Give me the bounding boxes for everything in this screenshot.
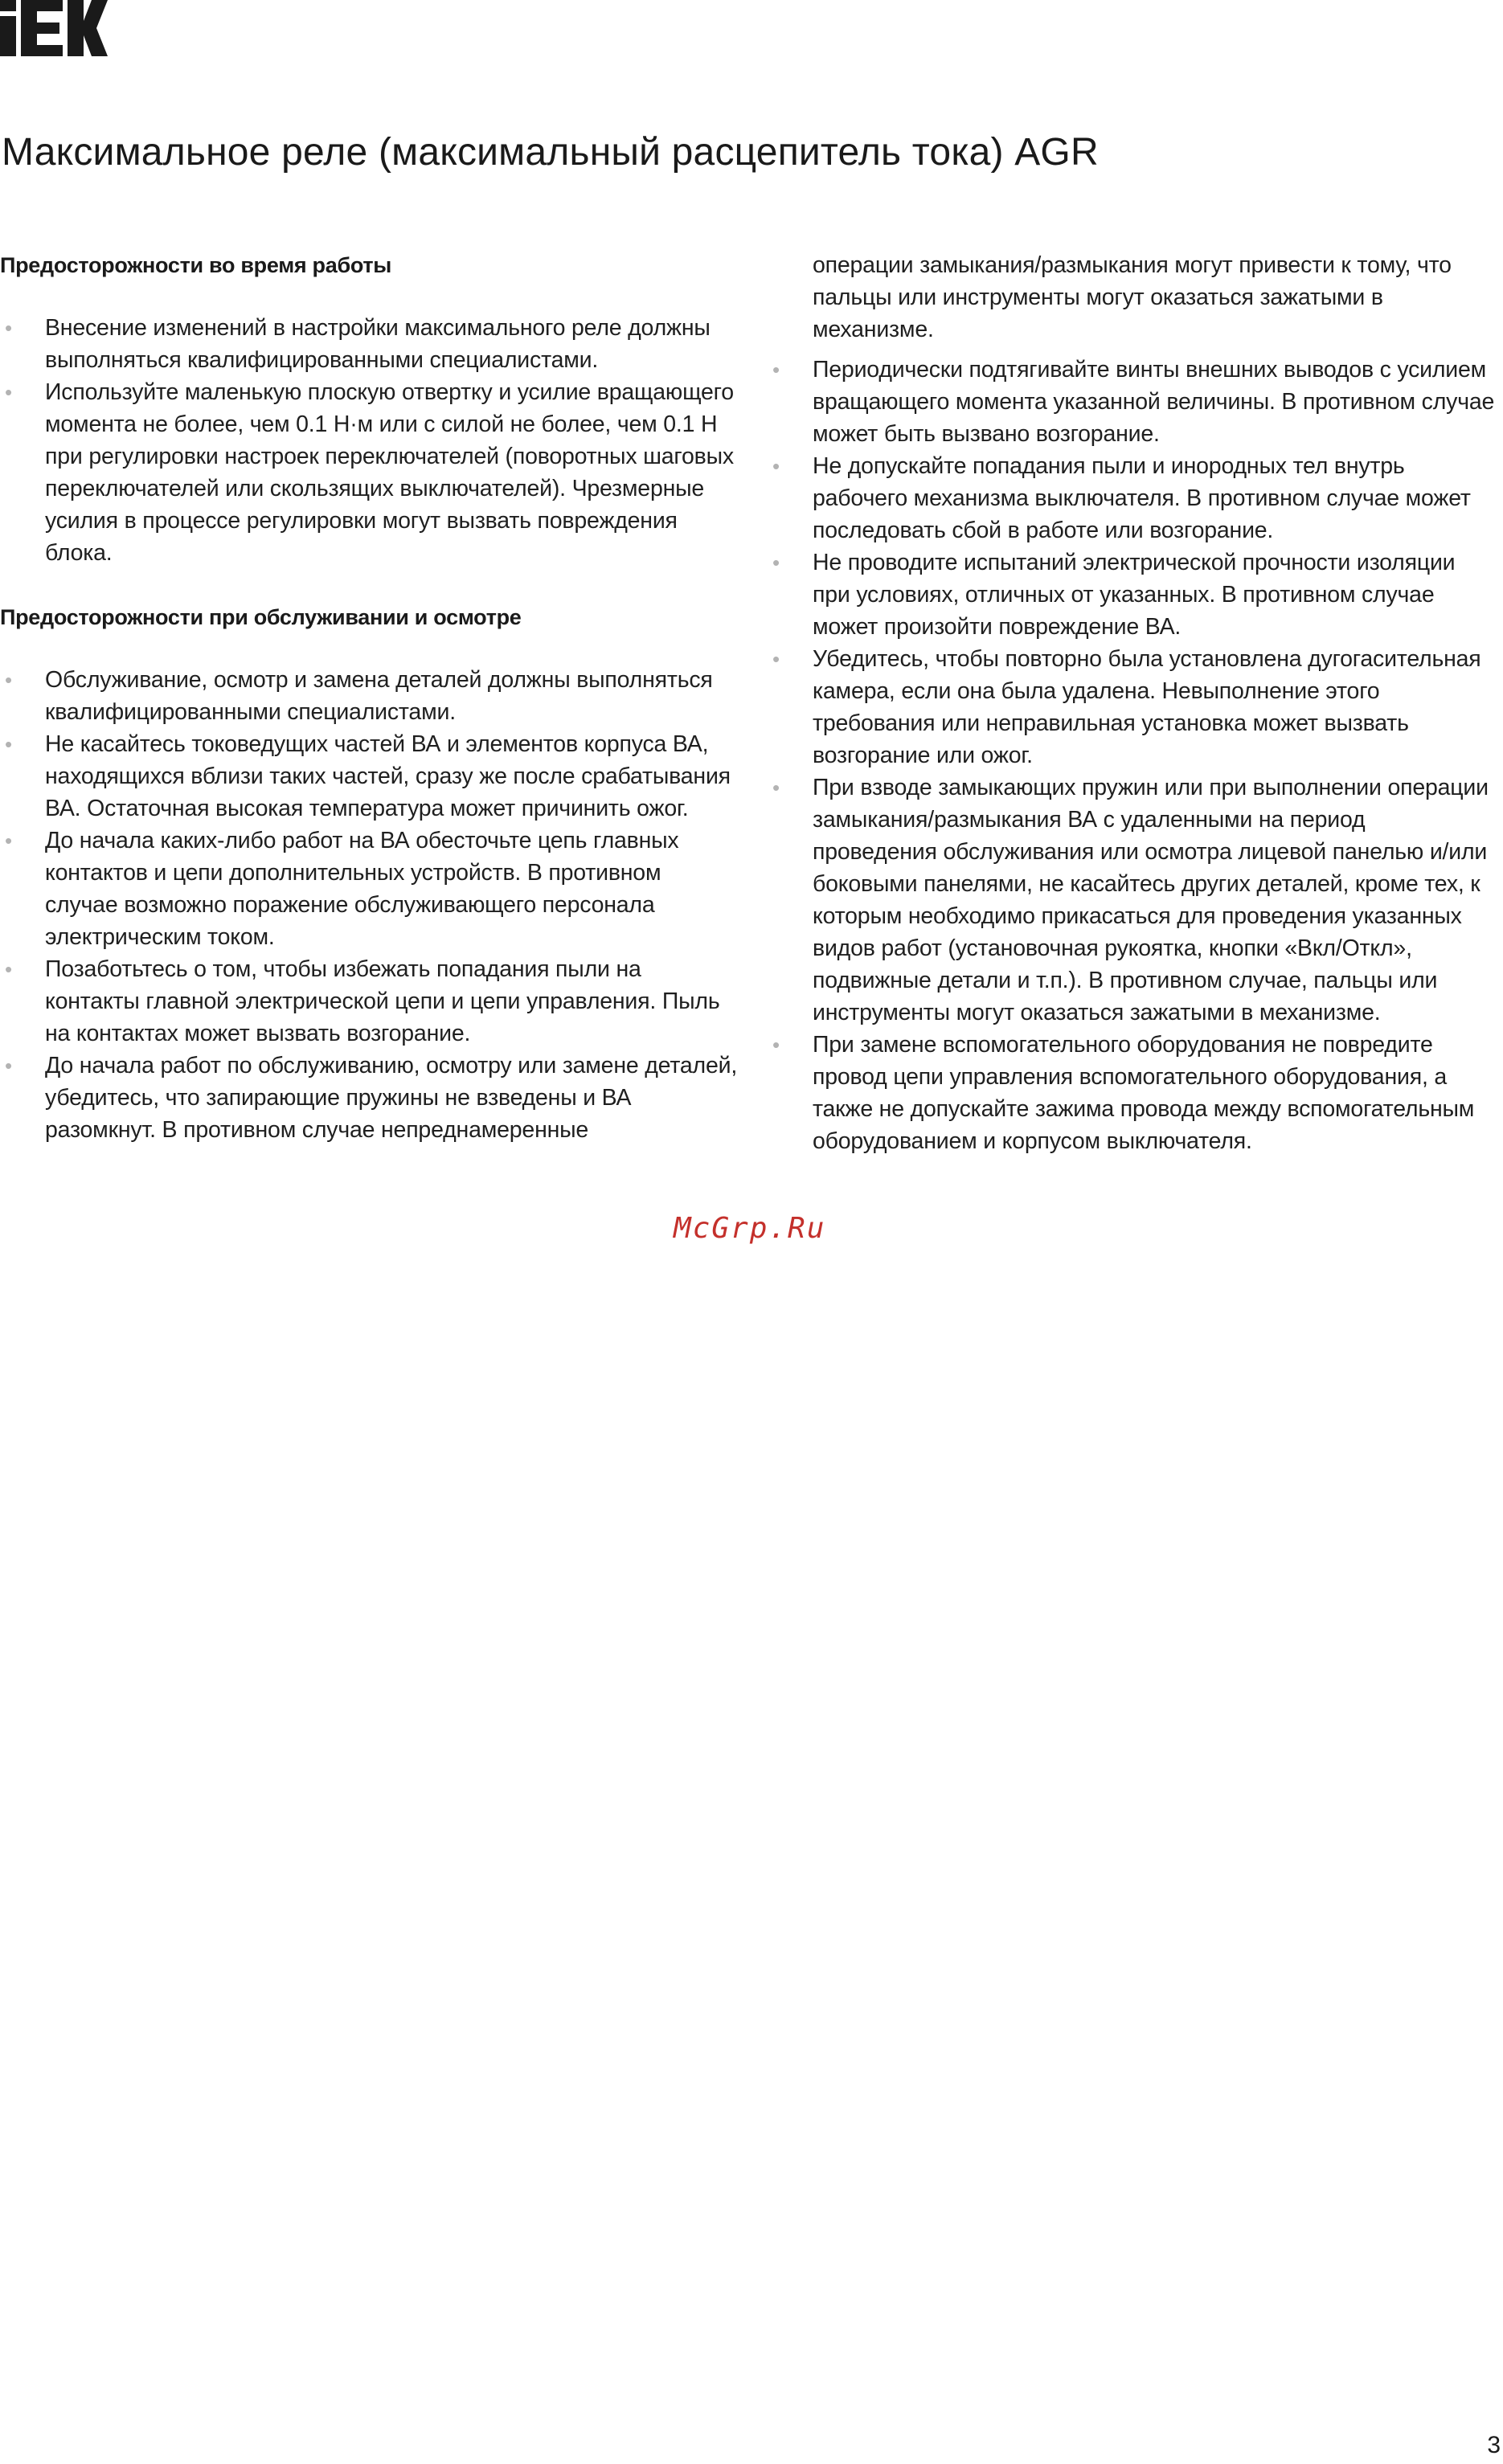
section-heading-operation: Предосторожности во время работы bbox=[0, 253, 392, 277]
list-item: • Не касайтесь токоведущих частей ВА и элементов корпуса ВА, находящихся вблизи таких частей, сразу же после срабатывания ВА. Остаточная высокая температура может причинить ожог. bbox=[0, 728, 739, 825]
operation-precautions-list bbox=[0, 312, 739, 569]
page-title: Максимальное реле (максимальный расцепитель тока) AGR bbox=[2, 131, 1099, 174]
list-item: • До начала каких-либо работ на ВА обесточьте цепь главных контактов и цепи дополнительных устройств. В противном случае возможно поражение обслуживающего персонала электрическим током. bbox=[0, 825, 739, 953]
list-item: • При взводе замыкающих пружин или при выполнении операции замыкания/размыкания ВА с удаленными на период проведения обслуживания или осмотра лицевой панелью и/или боковыми панелями, не касайтесь других деталей, кроме тех, к которым необходимо прикасаться для проведения указанных видов работ (установочная рукоятка, кнопки «Вкл/Откл», подвижные детали и т.п.). В противном случае, пальцы или инструменты могут оказаться зажатыми в механизме. bbox=[768, 772, 1495, 1029]
list-item: • Используйте маленькую плоскую отвертку и усилие вращающего момента не более, чем 0.1 Н·м или с силой не более, чем 0.1 Н при регулировки настроек переключателей (поворотных шаговых переключателей или скользящих выключателей). Чрезмерные усилия в процессе регулировки могут вызвать повреждения блока. bbox=[0, 376, 739, 569]
bullet-icon: • bbox=[772, 551, 780, 575]
bullet-icon: • bbox=[5, 732, 12, 756]
watermark: McGrp.Ru bbox=[674, 1212, 826, 1245]
list-item: • При замене вспомогательного оборудования не повредите провод цепи управления вспомогательного оборудования, а также не допускайте зажима провода между вспомогательным оборудованием и корпусом выключателя. bbox=[768, 1029, 1495, 1157]
bullet-icon: • bbox=[5, 1054, 12, 1078]
left-column bbox=[0, 241, 739, 1146]
maintenance-precautions-list bbox=[0, 664, 739, 1146]
page-number: 3 bbox=[1487, 2432, 1501, 2458]
list-item: • Внесение изменений в настройки максимального реле должны выполняться квалифицированными специалистами. bbox=[0, 312, 739, 376]
list-item: • Позаботьтесь о том, чтобы избежать попадания пыли на контакты главной электрической цепи и цепи управления. Пыль на контактах может вызвать возгорание. bbox=[0, 953, 739, 1050]
list-item: • Обслуживание, осмотр и замена деталей должны выполняться квалифицированными специалистами. bbox=[0, 664, 739, 728]
bullet-icon: • bbox=[5, 957, 12, 981]
bullet-icon: • bbox=[5, 668, 12, 692]
bullet-icon: • bbox=[772, 647, 780, 671]
list-item-continuation: операции замыкания/размыкания могут привести к тому, что пальцы или инструменты могут оказаться зажатыми в механизме. bbox=[813, 252, 1452, 342]
list-item: • До начала работ по обслуживанию, осмотру или замене деталей, убедитесь, что запирающие пружины не взведены и ВА разомкнут. В противном случае непреднамеренные bbox=[0, 1050, 739, 1146]
list-item: • Периодически подтягивайте винты внешних выводов с усилием вращающего момента указанной величины. В противном случае может быть вызвано возгорание. bbox=[768, 354, 1495, 450]
bullet-icon: • bbox=[772, 776, 780, 800]
right-column bbox=[768, 241, 1495, 1157]
maintenance-precautions-list-continued bbox=[768, 354, 1495, 1157]
bullet-icon: • bbox=[5, 829, 12, 853]
list-item: • Не допускайте попадания пыли и инородных тел внутрь рабочего механизма выключателя. В противном случае может последовать сбой в работе или возгорание. bbox=[768, 450, 1495, 546]
bullet-icon: • bbox=[5, 316, 12, 340]
bullet-icon: • bbox=[772, 358, 780, 382]
bullet-icon: • bbox=[772, 454, 780, 478]
section-heading-maintenance: Предосторожности при обслуживании и осмотре bbox=[0, 605, 522, 629]
bullet-icon: • bbox=[5, 380, 12, 404]
bullet-icon: • bbox=[772, 1033, 780, 1057]
list-item: • Убедитесь, чтобы повторно была установлена дугогасительная камера, если она была удалена. Невыполнение этого требования или неправильная установка может вызвать возгорание или ожог. bbox=[768, 643, 1495, 772]
iek-logo bbox=[0, 0, 108, 56]
list-item: • Не проводите испытаний электрической прочности изоляции при условиях, отличных от указанных. В противном случае может произойти повреждение ВА. bbox=[768, 546, 1495, 643]
